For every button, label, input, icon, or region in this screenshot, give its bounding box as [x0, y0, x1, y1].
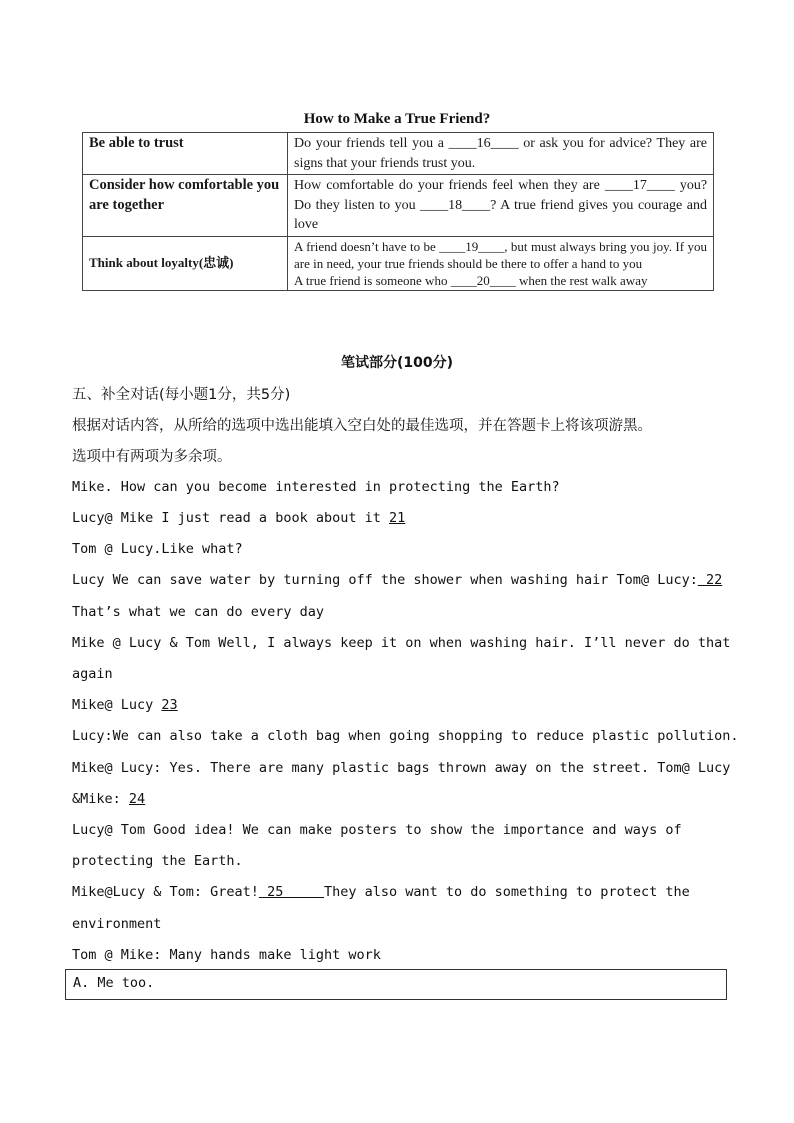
- blank-24: 24: [128, 791, 146, 807]
- text-segment: A true friend is someone who: [294, 272, 448, 288]
- dialogue-line: [72, 791, 722, 807]
- row-label-comfort: Consider how comfortable you are together: [83, 175, 288, 237]
- dialogue-text: &Mike:: [72, 791, 129, 807]
- row-text-comfort: [288, 175, 714, 237]
- blank-17: ____17____: [604, 178, 675, 193]
- dialogue-text: Lucy@ Mike I just read a book about it: [72, 510, 389, 526]
- dialogue-line: Tom @ Mike: Many hands make light work: [72, 947, 381, 963]
- text-segment: when the rest walk away: [518, 272, 648, 288]
- row-label-loyalty: Think about loyalty(忠诚): [83, 236, 288, 290]
- dialogue-text: Mike@ Lucy: [72, 697, 162, 713]
- table-row: [83, 133, 714, 175]
- dialogue-line: protecting the Earth.: [72, 853, 243, 869]
- dialogue-text: Lucy We can save water by turning off the shower when washing hair Tom@ Lucy:: [72, 572, 698, 588]
- text-segment: you? Do they listen to you: [294, 178, 708, 213]
- option-a: A. Me too.: [73, 975, 155, 991]
- table-row: [83, 236, 714, 290]
- text-segment: or ask you for advice? They are signs that your friends trust you.: [294, 136, 708, 171]
- dialogue-line: [72, 510, 722, 526]
- dialogue-line: environment: [72, 916, 162, 932]
- text-segment: ? A true friend gives you courage and love: [294, 197, 707, 232]
- options-box: [65, 969, 727, 1000]
- blank-19: ____19____: [439, 238, 505, 254]
- table-row: [83, 175, 714, 237]
- blank-18: ____18____: [420, 197, 491, 213]
- dialogue-line: [72, 697, 722, 713]
- dialogue-line: Tom @ Lucy.Like what?: [72, 541, 243, 557]
- dialogue-line: Lucy:We can also take a cloth bag when going shopping to reduce plastic pollution.: [72, 728, 739, 744]
- dialogue-text: They also want to do something to protect the: [323, 884, 690, 900]
- dialogue-line: Mike. How can you become interested in protecting the Earth?: [72, 479, 560, 495]
- dialogue-line: That’s what we can do every day: [72, 604, 324, 620]
- row-text-trust: [288, 133, 714, 175]
- blank-20: ____20____: [450, 272, 516, 288]
- blank-21: 21: [388, 510, 406, 526]
- table-title: How to Make a True Friend?: [303, 111, 491, 127]
- dialogue-line: Lucy@ Tom Good idea! We can make posters to show the importance and ways of: [72, 822, 682, 838]
- section-heading: 笔试部分(100分): [340, 355, 454, 371]
- text-segment: Do your friends tell you a: [294, 136, 444, 151]
- instruction-line-2: 选项中有两项为多余项。: [72, 449, 232, 465]
- blank-16: ____16____: [448, 136, 519, 151]
- blank-22: 22: [697, 572, 723, 588]
- blank-25: 25: [258, 884, 324, 900]
- row-label-trust: Be able to trust: [83, 133, 288, 175]
- part-title: 五、补全对话(每小题1分，共5分): [72, 387, 291, 403]
- friend-tips-table: [82, 132, 714, 291]
- blank-23: 23: [161, 697, 178, 713]
- text-segment: How comfortable do your friends feel when they are: [294, 178, 600, 193]
- instruction-line-1: 根据对话内答，从所给的选项中选出能填入空白处的最佳选项，并在答题卡上将该项游黑。: [72, 418, 652, 434]
- dialogue-line: Mike@ Lucy: Yes. There are many plastic bags thrown away on the street. Tom@ Lucy: [72, 760, 731, 776]
- dialogue-line: again: [72, 666, 113, 682]
- text-segment: A friend doesn’t have to be: [294, 238, 436, 254]
- dialogue-line: Mike @ Lucy & Tom Well, I always keep it on when washing hair. I’ll never do that: [72, 635, 731, 651]
- dialogue-line: [72, 884, 722, 900]
- dialogue-text: Mike@Lucy & Tom: Great!: [72, 884, 259, 900]
- text-segment: , but must always bring you joy. If you are in need, your true friends should be there to offer a hand to you: [294, 238, 707, 271]
- dialogue-line: [72, 572, 722, 588]
- row-text-loyalty: [288, 236, 714, 290]
